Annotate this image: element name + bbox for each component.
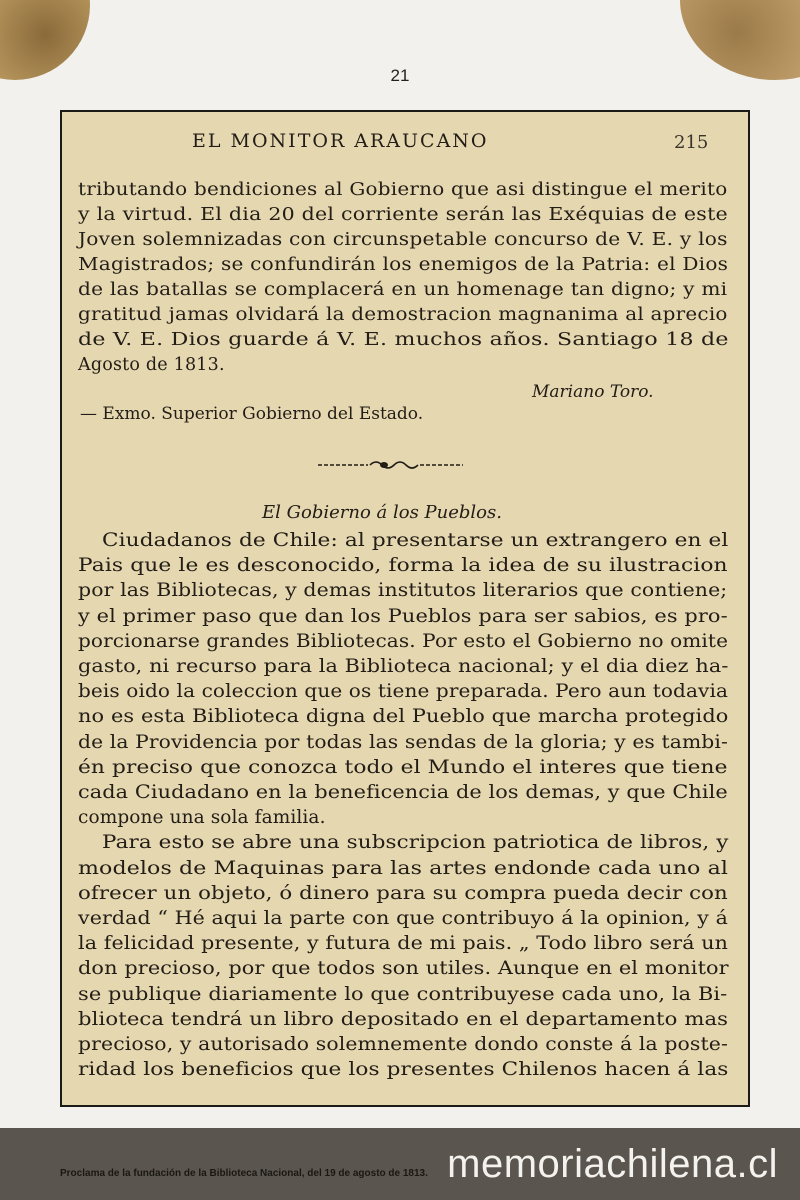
text-line: se publique diariamente lo que contribuyese cada uno, la Bi- (78, 983, 728, 1005)
text-line: Joven solemnizadas con circunspetable concurso de V. E. y los (78, 230, 728, 250)
folio: 215 (674, 132, 709, 153)
text-line: Para esto se abre una subscripcion patriotica de libros, y (102, 832, 729, 854)
text-line: precioso, y autorisado solemnemente dondo conste á la poste- (78, 1034, 728, 1055)
text-line: Ciudadanos de Chile: al presentarse un extrangero en el (102, 530, 729, 551)
text-line: y la virtud. El dia 20 del corriente serán las Exéquias de este (78, 205, 728, 225)
text-line: tributando bendiciones al Gobierno que asi distingue el merito (78, 180, 728, 200)
text-line: de V. E. Dios guarde á V. E. muchos años. Santiago 18 de (78, 330, 729, 350)
text-line: ofrecer un objeto, ó dinero para su compra pueda decir con (78, 882, 728, 904)
text-line: por las Bibliotecas, y demas institutos literarios que contiene; (78, 580, 728, 602)
text-line: gasto, ni recurso para la Biblioteca nacional; y el dia diez ha- (78, 656, 729, 677)
text-line: Pais que le es desconocido, forma la idea de su ilustracion (78, 555, 728, 577)
addressee: — Exmo. Superior Gobierno del Estado. (80, 404, 424, 424)
text-line: porcionarse grandes Bibliotecas. Por esto el Gobierno no omite (78, 630, 729, 652)
ornament-divider (318, 458, 463, 472)
text-line: blioteca tendrá un libro depositado en el departamento mas (78, 1008, 729, 1030)
page-number: 21 (390, 66, 410, 85)
text-line: de la Providencia por todas las sendas de la gloria; y es tambi- (78, 731, 728, 753)
article-heading: El Gobierno á los Pueblos. (262, 502, 502, 523)
text-line: cada Ciudadano en la beneficencia de los demas, y que Chile (78, 782, 728, 803)
text-line: y el primer paso que dan los Pueblos para ser sabios, es pro- (78, 605, 728, 627)
text-line: Magistrados; se confundirán los enemigos de la Patria: el Dios (78, 255, 729, 275)
text-line: ridad los beneficios que los presentes Chilenos hacen á las (78, 1059, 729, 1081)
footer-caption: Proclama de la fundación de la Biblioteca Nacional, del 19 de agosto de 1813. (60, 1168, 428, 1179)
text-line: compone una sola familia. (78, 807, 326, 829)
text-line: modelos de Maquinas para las artes endonde cada uno al (78, 857, 729, 879)
text-line: beis oido la coleccion que os tiene preparada. Pero aun todavia (78, 681, 729, 703)
text-line: la felicidad presente, y futura de mi pais. „ Todo libro será un (78, 933, 729, 955)
brand-watermark: memoriachilena.cl (447, 1142, 778, 1186)
text-line: gratitud jamas olvidará la demostracion magnanima al aprecio (78, 305, 728, 325)
text-line: de las batallas se complacerá en un homenage tan digno; y mi (78, 280, 728, 300)
signature: Mariano Toro. (532, 382, 654, 402)
newspaper-page (60, 110, 750, 1107)
text-line: no es esta Biblioteca digna del Pueblo que marcha protegido (78, 706, 729, 728)
text-line: verdad “ Hé aqui la parte con que contribuyo á la opinion, y á (78, 908, 728, 929)
text-line: én preciso que conozca todo el Mundo el interes que tiene (78, 756, 728, 778)
running-head: EL MONITOR ARAUCANO (192, 130, 489, 152)
text-line: don precioso, por que todos son utiles. Aunque en el monitor (78, 958, 729, 980)
text-line: Agosto de 1813. (78, 355, 225, 375)
